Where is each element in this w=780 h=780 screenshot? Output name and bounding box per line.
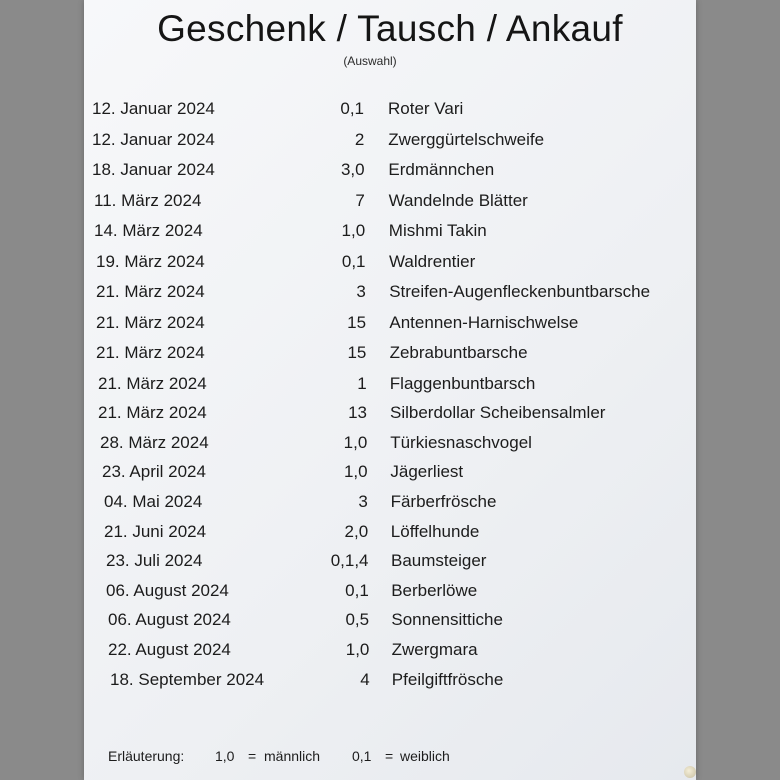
- entry-animal: Baumsteiger: [391, 551, 487, 571]
- entry-date: 21. März 2024: [96, 343, 205, 362]
- entry-date: 23. Juli 2024: [106, 551, 203, 571]
- entry-quantity: 3: [356, 282, 366, 301]
- entry-quantity: 15: [347, 312, 367, 332]
- list-item: [84, 581, 696, 607]
- entry-quantity: 3: [358, 491, 368, 511]
- entry-animal: Mishmi Takin: [388, 221, 487, 240]
- entry-quantity: 15: [347, 343, 367, 362]
- list-item: [84, 130, 696, 156]
- list-item: [84, 670, 696, 696]
- entry-animal: Wandelnde Blätter: [388, 190, 528, 210]
- entry-animal: Färberfrösche: [390, 491, 497, 511]
- page-title: Geschenk / Tausch / Ankauf: [157, 8, 623, 49]
- list-item: [84, 374, 696, 400]
- entry-date: 04. Mai 2024: [104, 491, 203, 511]
- entry-quantity: 0,1: [340, 99, 364, 118]
- list-item: [84, 551, 696, 577]
- entry-animal: Zebrabuntbarsche: [389, 343, 528, 362]
- entry-quantity: 2,0: [344, 521, 369, 541]
- entry-date: 21. März 2024: [96, 282, 205, 301]
- entry-date: 21. März 2024: [96, 312, 205, 332]
- entry-date: 23. April 2024: [102, 462, 206, 482]
- entry-date: 18. September 2024: [110, 669, 265, 689]
- entry-quantity: 1,0: [341, 221, 366, 240]
- entry-quantity: 0,1: [345, 580, 369, 600]
- entry-quantity: 13: [348, 403, 367, 423]
- entry-quantity: 0,5: [345, 610, 370, 630]
- entry-date: 22. August 2024: [108, 639, 231, 659]
- entry-date: 21. März 2024: [98, 373, 207, 393]
- legend-male-code: 1,0: [215, 748, 235, 764]
- legend-equals: =: [248, 748, 257, 764]
- list-item: [84, 282, 696, 308]
- entry-animal: Waldrentier: [389, 251, 476, 271]
- entry-animal: Flaggenbuntbarsch: [389, 373, 536, 393]
- entry-quantity: 1,0: [345, 639, 370, 659]
- entry-date: 06. August 2024: [108, 610, 231, 630]
- entry-quantity: 7: [355, 190, 365, 210]
- notice-sheet: [84, 0, 696, 780]
- legend-equals: =: [385, 748, 394, 764]
- list-item: [84, 191, 696, 217]
- list-item: [84, 522, 696, 548]
- entry-quantity: 2: [354, 129, 365, 149]
- list-item: [84, 221, 696, 247]
- pin-head: [684, 766, 696, 778]
- entry-quantity: 3,0: [340, 160, 365, 179]
- entry-animal: Antennen-Harnischwelse: [389, 312, 579, 332]
- entry-animal: Zwergmara: [391, 639, 478, 659]
- entry-animal: Jägerliest: [390, 462, 464, 482]
- entry-animal: Zwerggürtelschweife: [388, 129, 545, 149]
- entry-animal: Türkiesnaschvogel: [390, 432, 532, 452]
- page-subtitle: (Auswahl): [343, 54, 397, 68]
- list-item: [84, 99, 696, 125]
- entry-date: 21. Juni 2024: [104, 521, 207, 541]
- entry-date: 14. März 2024: [94, 221, 203, 240]
- list-item: [84, 492, 696, 518]
- legend-female-code: 0,1: [352, 748, 372, 764]
- legend-female-text: weiblich: [400, 748, 450, 764]
- entry-quantity: 1,0: [343, 432, 368, 452]
- entry-quantity: 1,0: [343, 462, 368, 482]
- entry-quantity: 4: [360, 669, 370, 689]
- list-item: [84, 610, 696, 636]
- entry-date: 11. März 2024: [94, 190, 202, 210]
- legend-male-text: männlich: [264, 748, 321, 764]
- list-item: [84, 640, 696, 666]
- list-item: [84, 403, 696, 429]
- entry-date: 06. August 2024: [106, 580, 229, 600]
- legend-label: Erläuterung:: [108, 748, 185, 764]
- entry-animal: Pfeilgiftfrösche: [391, 669, 504, 689]
- entry-animal: Silberdollar Scheibensalmler: [390, 403, 606, 423]
- entry-date: 28. März 2024: [100, 432, 209, 452]
- list-item: [84, 252, 696, 278]
- entry-quantity: 0,1,4: [330, 551, 369, 571]
- list-item: [84, 462, 696, 488]
- entry-animal: Berberlöwe: [391, 580, 478, 600]
- entry-date: 12. Januar 2024: [92, 99, 215, 118]
- list-item: [84, 343, 696, 369]
- entry-quantity: 0,1: [341, 251, 366, 271]
- list-item: [84, 313, 696, 339]
- entry-date: 18. Januar 2024: [92, 160, 215, 179]
- list-item: [84, 433, 696, 459]
- entry-animal: Erdmännchen: [388, 160, 495, 179]
- entry-animal: Löffelhunde: [390, 521, 480, 541]
- entry-list: [84, 0, 696, 780]
- entry-date: 21. März 2024: [98, 403, 207, 423]
- entry-date: 12. Januar 2024: [92, 129, 215, 149]
- entry-date: 19. März 2024: [96, 251, 205, 271]
- list-item: [84, 160, 696, 186]
- entry-animal: Sonnensittiche: [391, 610, 503, 630]
- entry-quantity: 1: [357, 373, 367, 393]
- entry-animal: Streifen-Augenfleckenbuntbarsche: [389, 282, 651, 301]
- entry-animal: Roter Vari: [388, 99, 464, 118]
